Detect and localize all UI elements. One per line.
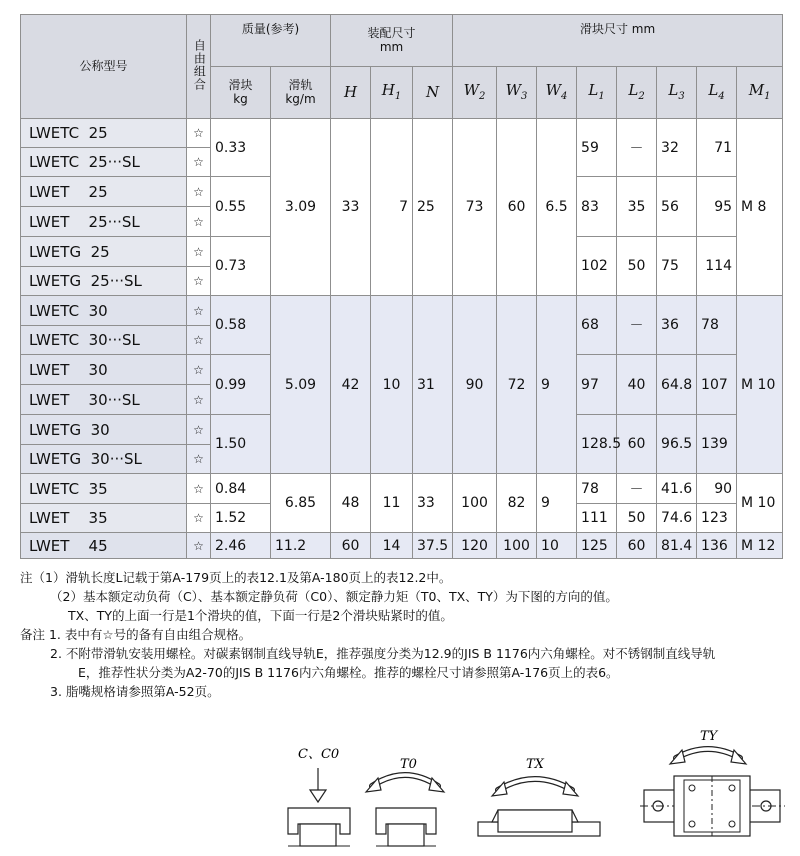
- mass-block: 0.99: [211, 355, 271, 415]
- dim-L3: 74.6: [657, 504, 697, 533]
- dim-L3: 36: [657, 296, 697, 355]
- model-cell: LWETC 35: [21, 474, 187, 504]
- header-mass: 质量(参考): [211, 15, 331, 67]
- dim-L4: 136: [697, 533, 737, 559]
- dim-L4: 123: [697, 504, 737, 533]
- star-icon: ☆: [187, 148, 211, 177]
- model-cell: LWETG 25···SL: [21, 267, 187, 296]
- model-cell: LWETG 25: [21, 237, 187, 267]
- dim-L2: 40: [617, 355, 657, 415]
- arrow-right-icon: [429, 778, 444, 792]
- dim-M1: M 8: [737, 119, 783, 296]
- arrow-down-icon: [310, 790, 326, 802]
- moment-ty-diagram: [640, 729, 785, 836]
- star-icon: ☆: [187, 177, 211, 207]
- dim-L4: 139: [697, 415, 737, 474]
- star-icon: ☆: [187, 296, 211, 326]
- mass-block: 1.52: [211, 504, 271, 533]
- dim-L3: 41.6: [657, 474, 697, 504]
- dim-M1: M 10: [737, 296, 783, 474]
- dim-L2: －: [617, 474, 657, 504]
- dim-W3: 60: [497, 119, 537, 296]
- remark-1: 备注 1. 表中有☆号的备有自由组合规格。: [20, 627, 252, 642]
- dim-N: 37.5: [413, 533, 453, 559]
- header-W2: $W_2$: [453, 67, 497, 119]
- remark-2: 2. 不附带滑轨安装用螺栓。对碳素钢制直线导轨E，推荐强度分类为12.9的JIS B 1176内六角螺栓。对不锈钢制直线导轨: [50, 646, 716, 661]
- header-N: N: [413, 67, 453, 119]
- model-cell: LWETC 25: [21, 119, 187, 148]
- star-icon: ☆: [187, 119, 211, 148]
- arrow-left-icon: [366, 778, 381, 792]
- model-cell: LWET 25: [21, 177, 187, 207]
- star-icon: ☆: [187, 355, 211, 385]
- dim-L4: 71: [697, 119, 737, 177]
- dim-H: 42: [331, 296, 371, 474]
- moment-t0-diagram: [366, 757, 444, 846]
- arrow-right-icon: [563, 782, 578, 796]
- dim-L3: 32: [657, 119, 697, 177]
- star-icon: ☆: [187, 237, 211, 267]
- moment-tx-diagram: [478, 757, 600, 836]
- dim-H1: 14: [371, 533, 413, 559]
- dim-N: 31: [413, 296, 453, 474]
- ty-label: TY: [700, 729, 718, 744]
- mass-block: 0.84: [211, 474, 271, 504]
- dim-L2: －: [617, 296, 657, 355]
- star-icon: ☆: [187, 267, 211, 296]
- header-L1: $L_1$: [577, 67, 617, 119]
- t0-label: T0: [400, 757, 417, 772]
- dim-L1: 78: [577, 474, 617, 504]
- mass-block: 0.58: [211, 296, 271, 355]
- dim-W2: 73: [453, 119, 497, 296]
- model-cell: LWET 25···SL: [21, 207, 187, 237]
- remark-3: 3. 脂嘴规格请参照第A-52页。: [50, 684, 220, 699]
- mass-rail: 11.2: [271, 533, 331, 559]
- dim-H: 48: [331, 474, 371, 533]
- dim-N: 25: [413, 119, 453, 296]
- dim-L2: 60: [617, 415, 657, 474]
- dim-L4: 78: [697, 296, 737, 355]
- header-L3: $L_3$: [657, 67, 697, 119]
- dim-L1: 83: [577, 177, 617, 237]
- dim-L4: 107: [697, 355, 737, 415]
- dim-M1: M 10: [737, 474, 783, 533]
- header-L2: $L_2$: [617, 67, 657, 119]
- notes: [20, 568, 790, 701]
- spec-table: [20, 14, 783, 559]
- dim-L4: 95: [697, 177, 737, 237]
- header-L4: $L_4$: [697, 67, 737, 119]
- header-free-combo: 自由组合: [187, 15, 211, 119]
- model-cell: LWET 45: [21, 533, 187, 559]
- star-icon: ☆: [187, 385, 211, 415]
- model-cell: LWET 30···SL: [21, 385, 187, 415]
- star-icon: ☆: [187, 207, 211, 237]
- header-mass-block: 滑块 kg: [211, 67, 271, 119]
- dim-W3: 72: [497, 296, 537, 474]
- model-cell: LWET 30: [21, 355, 187, 385]
- dim-W4: 9: [537, 296, 577, 474]
- dim-L1: 59: [577, 119, 617, 177]
- mass-rail: 5.09: [271, 296, 331, 474]
- dim-H1: 11: [371, 474, 413, 533]
- dim-L3: 96.5: [657, 415, 697, 474]
- dim-H: 60: [331, 533, 371, 559]
- note-1: 注（1）滑轨长度L记载于第A-179页上的表12.1及第A-180页上的表12.2中。: [20, 570, 452, 585]
- dim-L2: 50: [617, 237, 657, 296]
- dim-L1: 128.5: [577, 415, 617, 474]
- dim-L1: 111: [577, 504, 617, 533]
- model-cell: LWETC 30···SL: [21, 326, 187, 355]
- c-label: C、C0: [298, 747, 340, 762]
- mass-rail: 6.85: [271, 474, 331, 533]
- dim-L3: 64.8: [657, 355, 697, 415]
- dim-W2: 120: [453, 533, 497, 559]
- dim-L2: 50: [617, 504, 657, 533]
- dim-H: 33: [331, 119, 371, 296]
- star-icon: ☆: [187, 415, 211, 445]
- dim-L4: 114: [697, 237, 737, 296]
- note-2: （2）基本额定动负荷（C）、基本额定静负荷（C0）、额定静力矩（T0、TX、TY）为下图的方向的值。: [50, 589, 618, 604]
- model-cell: LWETG 30···SL: [21, 445, 187, 474]
- dim-W4: 9: [537, 474, 577, 533]
- dim-W3: 82: [497, 474, 537, 533]
- mass-block: 0.55: [211, 177, 271, 237]
- tx-label: TX: [526, 757, 544, 772]
- dim-M1: M 12: [737, 533, 783, 559]
- model-cell: LWETC 25···SL: [21, 148, 187, 177]
- load-direction-diagrams: [0, 724, 800, 854]
- dim-W3: 100: [497, 533, 537, 559]
- header-W4: $W_4$: [537, 67, 577, 119]
- dim-L2: 60: [617, 533, 657, 559]
- load-diagram: [288, 747, 350, 846]
- mass-block: 0.33: [211, 119, 271, 177]
- note-3: TX、TY的上面一行是1个滑块的值，下面一行是2个滑块贴紧时的值。: [68, 608, 453, 623]
- remark-2-cont: E，推荐性状分类为A2-70的JIS B 1176内六角螺栓。推荐的螺栓尺寸请参照第A-176页上的表6。: [78, 665, 619, 680]
- arrow-left-icon: [670, 750, 685, 764]
- header-mass-rail: 滑轨 kg/m: [271, 67, 331, 119]
- model-cell: LWET 35: [21, 504, 187, 533]
- star-icon: ☆: [187, 504, 211, 533]
- dim-L1: 125: [577, 533, 617, 559]
- dim-L3: 75: [657, 237, 697, 296]
- model-cell: LWETC 30: [21, 296, 187, 326]
- dim-L4: 90: [697, 474, 737, 504]
- header-model: 公称型号: [21, 15, 187, 119]
- arrow-right-icon: [731, 750, 746, 764]
- star-icon: ☆: [187, 326, 211, 355]
- dim-W4: 6.5: [537, 119, 577, 296]
- mass-rail: 3.09: [271, 119, 331, 296]
- dim-L2: 35: [617, 177, 657, 237]
- star-icon: ☆: [187, 474, 211, 504]
- dim-W2: 100: [453, 474, 497, 533]
- dim-L3: 56: [657, 177, 697, 237]
- dim-L2: －: [617, 119, 657, 177]
- star-icon: ☆: [187, 533, 211, 559]
- mass-block: 2.46: [211, 533, 271, 559]
- star-icon: ☆: [187, 445, 211, 474]
- dim-L1: 102: [577, 237, 617, 296]
- dim-L1: 97: [577, 355, 617, 415]
- arrow-left-icon: [492, 782, 507, 796]
- header-M1: $M_1$: [737, 67, 783, 119]
- header-W3: $W_3$: [497, 67, 537, 119]
- mass-block: 0.73: [211, 237, 271, 296]
- model-cell: LWETG 30: [21, 415, 187, 445]
- dim-H1: 7: [371, 119, 413, 296]
- dim-W2: 90: [453, 296, 497, 474]
- mass-block: 1.50: [211, 415, 271, 474]
- header-assembly: 装配尺寸 mm: [331, 15, 453, 67]
- dim-N: 33: [413, 474, 453, 533]
- dim-W4: 10: [537, 533, 577, 559]
- dim-H1: 10: [371, 296, 413, 474]
- dim-L1: 68: [577, 296, 617, 355]
- header-H1: $H_1$: [371, 67, 413, 119]
- header-H: H: [331, 67, 371, 119]
- header-block-dims: 滑块尺寸 mm: [453, 15, 783, 67]
- dim-L3: 81.4: [657, 533, 697, 559]
